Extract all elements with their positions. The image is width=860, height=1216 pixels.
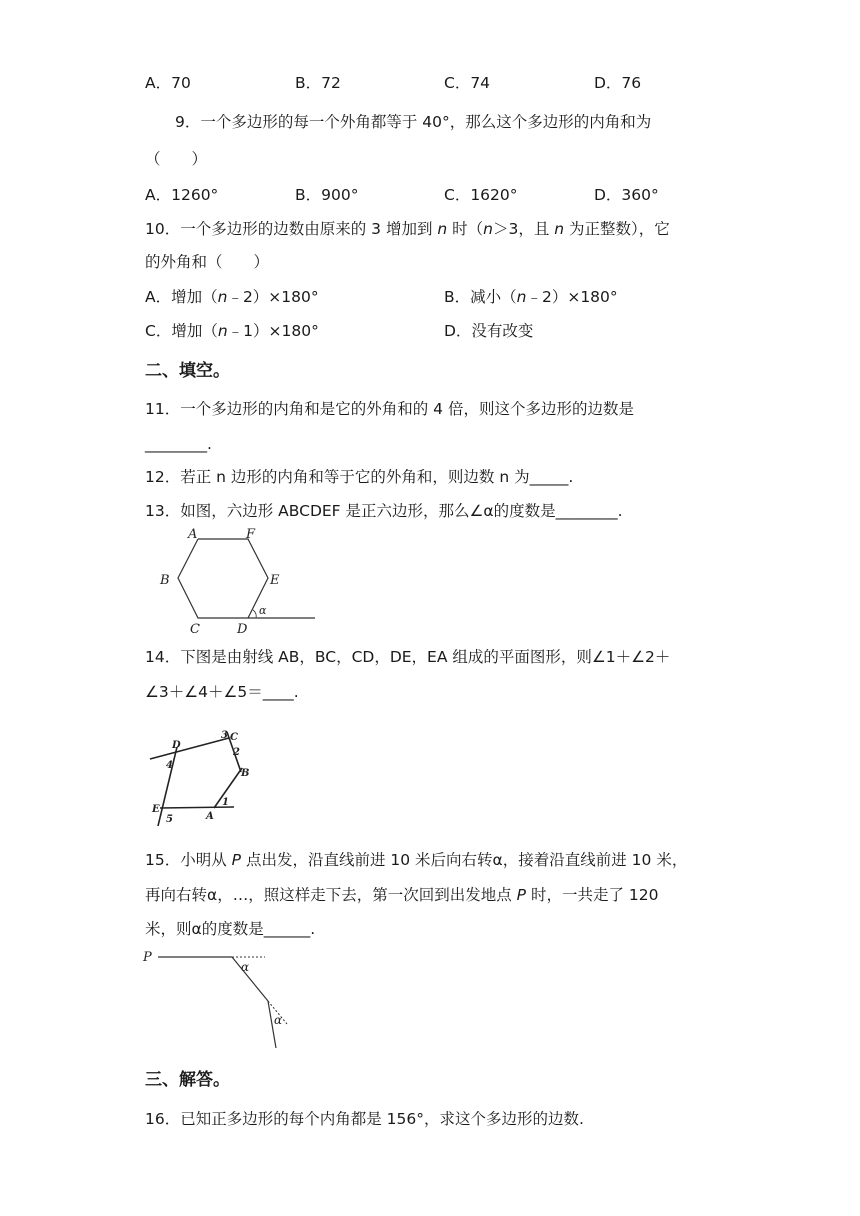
fig14-label-5: 5 — [166, 814, 173, 825]
q10-option-a: A．增加（n﹣2）×180° — [145, 288, 319, 306]
fig14-label-c: C — [230, 732, 238, 743]
fig14-label-3: 3 — [221, 730, 228, 741]
q10-stem-line2: 的外角和（ ） — [145, 253, 270, 271]
q11-blank: ________. — [145, 435, 212, 453]
fig14-label-1: 1 — [222, 797, 229, 808]
hex-label-f: F — [246, 527, 256, 542]
hex-label-c: C — [190, 622, 200, 637]
hexagon-figure — [150, 528, 340, 638]
fig14-label-b: B — [241, 768, 250, 779]
hex-label-b: B — [160, 573, 170, 588]
q12-stem: 12．若正 n 边形的内角和等于它的外角和，则边数 n 为_____. — [145, 468, 574, 486]
fig14-label-4: 4 — [166, 760, 173, 771]
q9-option-d: D．360° — [594, 186, 659, 204]
path-label-p: P — [143, 950, 152, 965]
q9-option-a: A．1260° — [145, 186, 219, 204]
q13-stem: 13．如图，六边形 ABCDEF 是正六边形，那么∠α的度数是________. — [145, 502, 623, 520]
fig14-label-d: D — [172, 740, 181, 751]
q11-stem: 11．一个多边形的内角和是它的外角和的 4 倍，则这个多边形的边数是 — [145, 400, 634, 418]
q9-stem: 9．一个多边形的每一个外角都等于 40°，那么这个多边形的内角和为 — [175, 113, 652, 131]
hex-label-a: A — [188, 527, 198, 542]
q10-option-b: B．减小（n﹣2）×180° — [444, 288, 618, 306]
q10-option-c: C．增加（n﹣1）×180° — [145, 322, 319, 340]
hex-label-e: E — [270, 573, 280, 588]
fig14-label-a: A — [206, 811, 214, 822]
section-heading-fill-blank: 二、填空。 — [145, 361, 230, 381]
q15-stem-line2: 再向右转α，…，照这样走下去，第一次回到出发地点 P 时，一共走了 120 — [145, 886, 659, 904]
hex-label-alpha: α — [259, 604, 267, 617]
q15-stem-line3: 米，则α的度数是______. — [145, 920, 316, 938]
path-label-alpha-1: α — [241, 960, 250, 974]
q9-option-c: C．1620° — [444, 186, 518, 204]
q8-option-d: D．76 — [594, 74, 642, 92]
fig14-label-2: 2 — [233, 747, 240, 758]
q14-stem-line2: ∠3＋∠4＋∠5＝____. — [145, 683, 299, 701]
pentagon-rays-figure — [146, 726, 256, 831]
q8-option-b: B．72 — [295, 74, 341, 92]
q10-option-d: D．没有改变 — [444, 322, 534, 340]
q15-stem: 15．小明从 P 点出发，沿直线前进 10 米后向右转α，接着沿直线前进 10 米， — [145, 851, 688, 869]
q9-option-b: B．900° — [295, 186, 359, 204]
q8-option-c: C．74 — [444, 74, 491, 92]
q16-stem: 16．已知正多边形的每个内角都是 156°，求这个多边形的边数. — [145, 1110, 584, 1128]
hex-label-d: D — [237, 622, 248, 637]
path-label-alpha-2: α — [274, 1013, 283, 1027]
q8-option-a: A．70 — [145, 74, 191, 92]
walking-path-figure — [140, 944, 310, 1054]
fig14-label-e: E — [152, 804, 160, 815]
q9-paren: （ ） — [145, 150, 208, 168]
q10-stem: 10．一个多边形的边数由原来的 3 增加到 n 时（n＞3，且 n 为正整数），它 — [145, 220, 670, 238]
section-heading-solve: 三、解答。 — [145, 1070, 230, 1090]
q14-stem: 14．下图是由射线 AB，BC，CD，DE，EA 组成的平面图形，则∠1＋∠2＋ — [145, 648, 671, 666]
